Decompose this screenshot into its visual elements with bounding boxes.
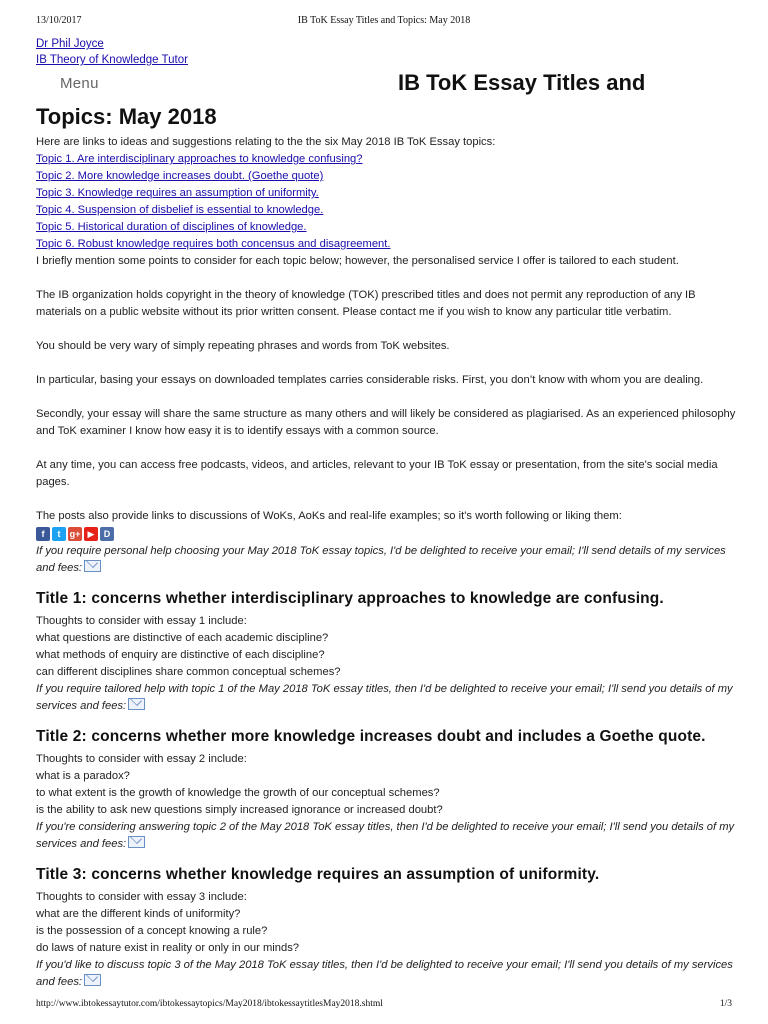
- topic-link-2[interactable]: Topic 2. More knowledge increases doubt. (Goethe quote): [36, 170, 324, 182]
- paragraph: At any time, you can access free podcasts, videos, and articles, relevant to your IB ToK essay or presentation, from the site's social media pages.: [36, 459, 718, 488]
- paragraph: Secondly, your essay will share the same structure as many others and will likely be considered as plagiarised. As an experienced philosophy and ToK examiner I know how easy it is to identify essays with a common source.: [36, 408, 736, 437]
- topic-link-3[interactable]: Topic 3. Knowledge requires an assumption of uniformity.: [36, 187, 319, 199]
- page-title-line2: Topics: May 2018: [36, 104, 217, 129]
- title-3-section: [36, 863, 736, 991]
- page-title-line1: IB ToK Essay Titles and: [398, 70, 646, 95]
- topic-link-list: [36, 151, 736, 253]
- list-item: what is a paradox?: [36, 770, 130, 782]
- title-2-heading: Title 2: concerns whether more knowledge increases doubt and includes a Goethe quote.: [36, 728, 706, 745]
- paragraph: In particular, basing your essays on downloaded templates carries considerable risks. First, you don’t know with whom you are dealing.: [36, 374, 704, 386]
- title-3-cta: If you'd like to discuss topic 3 of the May 2018 ToK essay titles, then I'd be delighted to receive your email; I'll send you details of my services and fees:: [36, 959, 733, 988]
- title-2-section: [36, 725, 736, 853]
- print-header: [36, 15, 732, 29]
- topic-link-6[interactable]: Topic 6. Robust knowledge requires both concensus and disagreement.: [36, 238, 391, 250]
- page-number: 1/3: [719, 999, 732, 1009]
- article-body: [36, 134, 736, 991]
- list-item: to what extent is the growth of knowledge the growth of our conceptual schemes?: [36, 787, 440, 799]
- youtube-icon[interactable]: ▶: [84, 527, 98, 541]
- intro-text: Here are links to ideas and suggestions relating to the the six May 2018 IB ToK Essay topics:: [36, 136, 496, 148]
- topic-link-1[interactable]: Topic 1. Are interdisciplinary approaches to knowledge confusing?: [36, 153, 363, 165]
- email-icon[interactable]: [128, 698, 145, 710]
- paragraph: The posts also provide links to discussions of WoKs, AoKs and real-life examples; so it's worth following or liking them:: [36, 510, 622, 522]
- site-links: [36, 36, 188, 68]
- title-2-lead: Thoughts to consider with essay 2 include:: [36, 753, 247, 765]
- list-item: do laws of nature exist in reality or only in our minds?: [36, 942, 300, 954]
- email-icon[interactable]: [84, 560, 101, 572]
- copyright-paragraph: The IB organization holds copyright in the theory of knowledge (TOK) prescribed titles and does not permit any reproduction of any IB materials on a public website without its prior written consent. Please contact me if you wish to know any particular title verbatim.: [36, 289, 696, 318]
- email-icon[interactable]: [84, 974, 101, 986]
- list-item: is the ability to ask new questions simply increased ignorance or increased doubt?: [36, 804, 443, 816]
- topic-link-4[interactable]: Topic 4. Suspension of disbelief is essential to knowledge.: [36, 204, 324, 216]
- topic-link-5[interactable]: Topic 5. Historical duration of disciplines of knowledge.: [36, 221, 307, 233]
- title-3-lead: Thoughts to consider with essay 3 include:: [36, 891, 247, 903]
- googleplus-icon[interactable]: g+: [68, 527, 82, 541]
- list-item: what are the different kinds of uniformity?: [36, 908, 241, 920]
- email-icon[interactable]: [128, 836, 145, 848]
- paragraph: You should be very wary of simply repeating phrases and words from ToK websites.: [36, 340, 450, 352]
- facebook-icon[interactable]: f: [36, 527, 50, 541]
- tutor-link[interactable]: IB Theory of Knowledge Tutor: [36, 54, 188, 66]
- title-1-section: [36, 587, 736, 715]
- author-link[interactable]: Dr Phil Joyce: [36, 38, 104, 50]
- print-page-title: IB ToK Essay Titles and Topics: May 2018: [297, 15, 471, 26]
- print-url: http://www.ibtokessaytutor.com/ibtokessaytopics/May2018/ibtokessaytitlesMay2018.shtml: [36, 999, 383, 1009]
- list-item: what questions are distinctive of each academic discipline?: [36, 632, 329, 644]
- cta-general: If you require personal help choosing your May 2018 ToK essay topics, I'd be delighted to receive your email; I'll send details of my services and fees:: [36, 545, 726, 574]
- social-links: [36, 527, 736, 543]
- title-1-cta: If you require tailored help with topic 1 of the May 2018 ToK essay titles, then I'd be delighted to receive your email; I'll send you details of my services and fees:: [36, 683, 733, 712]
- social-d-icon[interactable]: D: [100, 527, 114, 541]
- title-1-lead: Thoughts to consider with essay 1 include:: [36, 615, 247, 627]
- list-item: what methods of enquiry are distinctive of each discipline?: [36, 649, 325, 661]
- list-item: can different disciplines share common conceptual schemes?: [36, 666, 341, 678]
- twitter-icon[interactable]: t: [52, 527, 66, 541]
- title-2-cta: If you're considering answering topic 2 of the May 2018 ToK essay titles, then I'd be delighted to receive your email; I'll send you details of my services and fees:: [36, 821, 735, 850]
- list-item: is the possession of a concept knowing a rule?: [36, 925, 268, 937]
- title-3-heading: Title 3: concerns whether knowledge requires an assumption of uniformity.: [36, 866, 600, 883]
- paragraph: I briefly mention some points to consider for each topic below; however, the personalised service I offer is tailored to each student.: [36, 255, 679, 267]
- title-1-heading: Title 1: concerns whether interdisciplinary approaches to knowledge are confusing.: [36, 590, 664, 607]
- print-date: 13/10/2017: [36, 15, 82, 26]
- menu-button[interactable]: Menu: [60, 75, 99, 92]
- print-footer: [36, 999, 732, 1011]
